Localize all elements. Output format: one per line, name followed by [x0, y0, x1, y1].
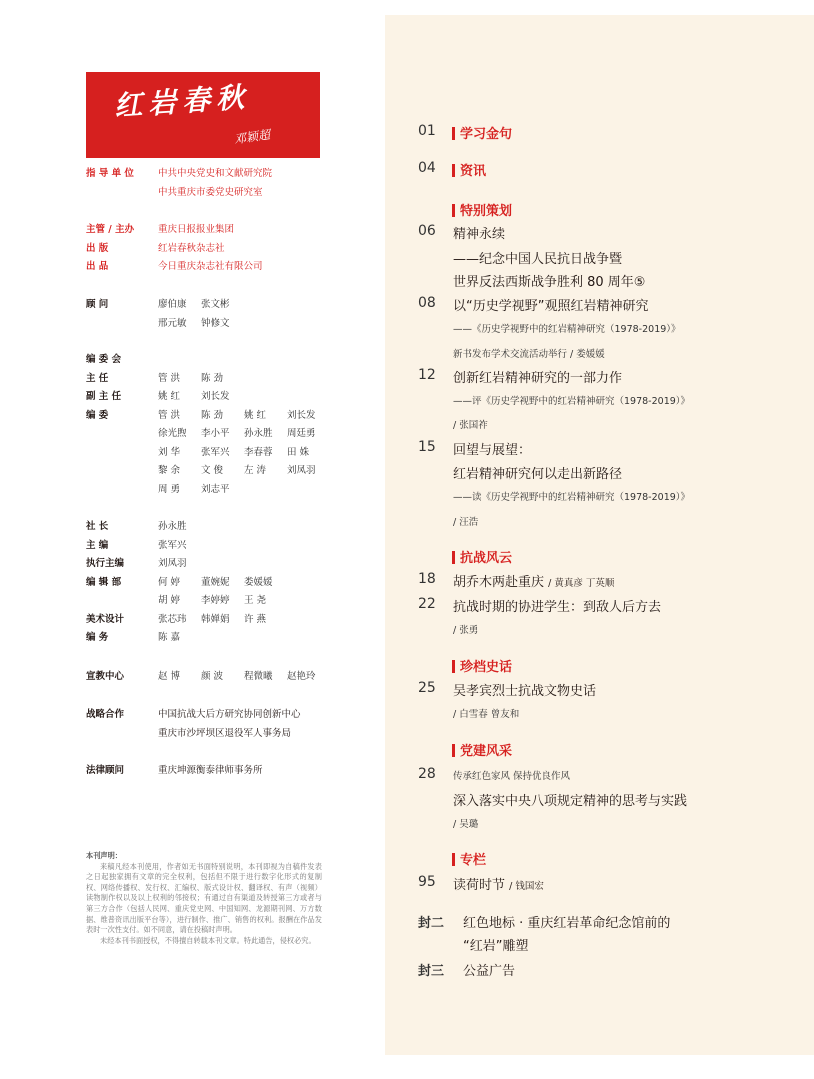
member-name: 田 姝 [287, 446, 310, 458]
page-number: 95 [418, 874, 436, 890]
member-name: 刘长发 [287, 409, 316, 421]
advisors-label: 顾 问 [86, 299, 109, 310]
staff-name: 刘凤羽 [158, 558, 187, 569]
section-party [452, 740, 512, 759]
publisher-label: 出 品 [86, 261, 109, 272]
staff-name: 孙永胜 [158, 521, 187, 532]
article-author: / 张勇 [453, 625, 479, 636]
statement-paragraph: 未经本刊书面授权，不得擅自转载本刊文章。特此通告，侵权必究。 [100, 935, 316, 945]
member-name: 张军兴 [201, 446, 230, 458]
article-subtitle: ——评《历史学视野中的红岩精神研究（1978-2019）》 [453, 396, 691, 407]
vice-name: 姚 红 [158, 391, 181, 402]
table-of-contents [418, 0, 798, 1079]
section-label: 珍档史话 [460, 660, 513, 675]
page-number: 04 [418, 160, 436, 176]
staff-label: 美术设计 [86, 613, 125, 625]
section-study-quotes[interactable] [452, 123, 512, 142]
member-name: 李春蓉 [244, 446, 273, 458]
staff-name: 王 尧 [244, 595, 267, 606]
member-name: 刘 华 [158, 446, 181, 458]
article-author: / 汪浩 [453, 517, 479, 528]
staff-name: 许 燕 [244, 613, 267, 625]
page-number: 28 [418, 766, 436, 782]
sponsor-line: 中共中央党史和文献研究院 [158, 168, 273, 179]
page-number: 25 [418, 680, 436, 696]
article-title: 读荷时节 [453, 878, 506, 893]
staff-name: 张芯玮 [158, 613, 187, 625]
statement-title: 本刊声明： [86, 851, 122, 860]
promotion-label: 宣教中心 [86, 671, 125, 682]
section-column [452, 849, 486, 868]
member-name: 刘凤羽 [287, 465, 316, 476]
page-number: 15 [418, 439, 436, 455]
page-number: 22 [418, 596, 436, 612]
article-author: / 白雪春 曾友和 [453, 709, 520, 720]
page-number: 06 [418, 223, 436, 239]
vice-label: 副 主 任 [86, 391, 122, 402]
director-name: 陈 劲 [201, 372, 224, 384]
member-name: 左 涛 [244, 465, 267, 476]
members-label: 编 委 [86, 409, 109, 421]
director-name: 管 洪 [158, 372, 181, 384]
article-title[interactable]: 以“历史学视野”观照红岩精神研究 [453, 299, 649, 314]
committee-block [86, 351, 330, 499]
advisor-name: 邢元敏 [158, 317, 187, 329]
article-author: / 吴璐 [453, 819, 479, 830]
member-name: 孙永胜 [244, 428, 273, 439]
cover-label: 封二 [418, 916, 445, 931]
article-author: / 张国祚 [453, 420, 488, 431]
article-title[interactable]: 回望与展望： [453, 443, 532, 458]
article-title[interactable]: 深入落实中央八项规定精神的思考与实践 [453, 794, 688, 809]
partners-block [86, 706, 301, 743]
advisor-name: 廖伯康 [158, 299, 187, 310]
page-number: 12 [418, 367, 436, 383]
staff-label: 编 务 [86, 632, 109, 643]
publisher-block [86, 221, 263, 277]
statement-paragraph: 来稿凡经本刊使用，作者如无书面特别说明，本刊即视为自稿件发表之日起独家拥有文章的完全权利，包括但不限于进行数字化形式的复制权、网络传播权、发行权、汇编权、版式设计权、翻译权、有声（视频）读物制作权以及以上权利的邻接权；有通过自有渠道及转授第三方或者与第三方合作（包括人民网、重庆党史网、中国知网、龙源期刊网、万方数据、维普资讯出版平台等），进行制作、推广、销售的权利。报酬在作品发表时一次性支付。如不同意，请在投稿时声明。 [86, 861, 322, 935]
staff-name: 胡 婷 [158, 595, 181, 606]
promotion-name: 颜 波 [201, 671, 224, 682]
vice-name: 刘长发 [201, 391, 230, 402]
article-subtitle: ——纪念中国人民抗日战争暨 [453, 252, 623, 267]
partners-label: 战略合作 [86, 709, 125, 720]
member-name: 管 洪 [158, 409, 181, 421]
staff-label: 执行主编 [86, 558, 125, 569]
section-news[interactable] [452, 160, 486, 179]
cover-label: 封三 [418, 964, 445, 979]
committee-heading: 编 委 会 [86, 354, 122, 365]
sponsor-label: 指 导 单 位 [86, 168, 134, 179]
sponsor-block [86, 165, 272, 202]
section-special [452, 200, 512, 219]
logo-title: 红岩春秋 [113, 80, 252, 123]
article-title-line2[interactable]: “红岩”雕塑 [463, 939, 529, 954]
page-number: 08 [418, 295, 436, 311]
article-subtitle: ——《历史学视野中的红岩精神研究（1978-2019）》 [453, 324, 681, 335]
section-label: 党建风采 [460, 744, 513, 759]
sponsor-line: 中共重庆市委党史研究室 [158, 186, 263, 198]
member-name: 周 勇 [158, 483, 181, 495]
member-name: 李小平 [201, 428, 230, 439]
staff-name: 李婷婷 [201, 595, 230, 606]
publisher-value: 红岩春秋杂志社 [158, 242, 225, 254]
page-number: 01 [418, 123, 436, 139]
article-title[interactable]: 红色地标 · 重庆红岩革命纪念馆前的 [463, 916, 671, 931]
member-name: 黎 余 [158, 465, 181, 476]
article-subtitle: ——读《历史学视野中的红岩精神研究（1978-2019）》 [453, 492, 691, 503]
section-label: 资讯 [460, 164, 487, 179]
advisor-name: 钟修文 [201, 317, 230, 329]
article-entry[interactable] [453, 874, 544, 893]
article-title[interactable]: 吴孝宾烈士抗战文物史话 [453, 684, 597, 699]
member-name: 文 俊 [201, 465, 224, 476]
publisher-label: 出 版 [86, 242, 109, 254]
promotion-name: 程微曦 [244, 671, 273, 682]
promotion-name: 赵艳玲 [287, 671, 316, 682]
member-name: 姚 红 [244, 409, 267, 421]
section-label: 学习金句 [460, 127, 513, 142]
section-label: 特别策划 [460, 204, 513, 219]
staff-name: 董婉妮 [201, 576, 230, 588]
staff-name: 何 婷 [158, 576, 181, 588]
promotion-name: 赵 博 [158, 671, 181, 682]
article-title-line2[interactable]: 红岩精神研究何以走出新路径 [453, 467, 623, 482]
article-title[interactable]: 创新红岩精神研究的一部力作 [453, 371, 623, 386]
copyright-statement [86, 851, 322, 946]
publisher-value: 今日重庆杂志社有限公司 [158, 261, 263, 272]
section-label: 抗战风云 [460, 551, 513, 566]
staff-name: 娄媛媛 [244, 576, 273, 588]
article-entry[interactable] [453, 571, 614, 590]
legal-value: 重庆坤源衡泰律师事务所 [158, 765, 263, 776]
partner-line: 重庆市沙坪坝区退役军人事务局 [158, 727, 292, 739]
article-title[interactable]: 精神永续 [453, 227, 506, 242]
member-name: 徐光煦 [158, 428, 187, 439]
article-author: / 钱国宏 [509, 881, 544, 892]
article-title[interactable]: 公益广告 [463, 964, 516, 979]
staff-label: 社 长 [86, 521, 109, 532]
logo-signature: 邓颖超 [233, 127, 271, 147]
advisor-name: 张文彬 [201, 299, 230, 310]
article-subtitle: 世界反法西斯战争胜利 80 周年⑤ [453, 275, 646, 290]
member-name: 陈 劲 [201, 409, 224, 421]
partner-line: 中国抗战大后方研究协同创新中心 [158, 709, 301, 720]
section-war [452, 547, 512, 566]
promotion-block [86, 668, 330, 687]
article-kicker: 传承红色家风 保持优良作风 [453, 771, 571, 782]
legal-block [86, 762, 263, 781]
section-label: 专栏 [460, 853, 487, 868]
staff-name: 陈 嘉 [158, 632, 181, 643]
page-number: 18 [418, 571, 436, 587]
legal-label: 法律顾问 [86, 765, 125, 776]
staff-block [86, 518, 330, 648]
staff-name: 韩婵娟 [201, 613, 230, 625]
article-author: / 黄真彦 丁英顺 [548, 578, 615, 589]
staff-label: 编 辑 部 [86, 576, 122, 588]
publisher-label: 主管 / 主办 [86, 224, 135, 235]
staff-name: 张军兴 [158, 539, 187, 551]
advisors-block [86, 296, 330, 333]
member-name: 刘志平 [201, 483, 230, 495]
section-archive [452, 656, 512, 675]
masthead-logo [86, 72, 320, 158]
member-name: 周廷勇 [287, 428, 316, 439]
article-title[interactable]: 抗战时期的协进学生：到敌人后方去 [453, 600, 662, 615]
article-subtitle: 新书发布学术交流活动举行 / 娄媛媛 [453, 349, 605, 360]
director-label: 主 任 [86, 372, 109, 384]
article-title: 胡乔木两赴重庆 [453, 575, 545, 590]
publisher-value: 重庆日报报业集团 [158, 224, 235, 235]
staff-label: 主 编 [86, 539, 109, 551]
